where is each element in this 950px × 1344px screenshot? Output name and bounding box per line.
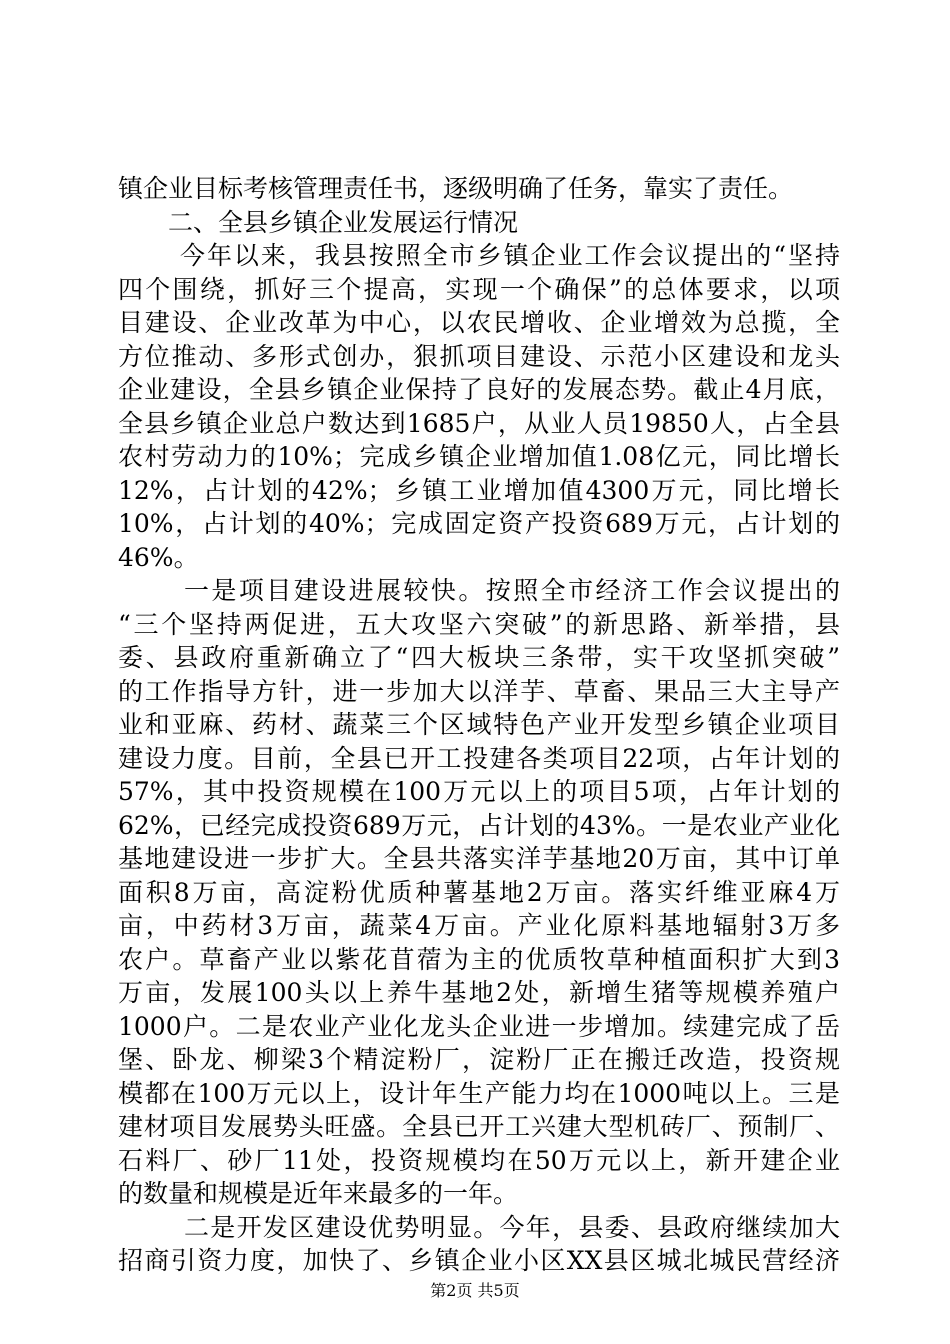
text-line: 农村劳动力的10%；完成乡镇企业增加值1.08亿元，同比增长 [118,442,840,471]
text-line: 石料厂、砂厂11处，投资规模均在50万元以上，新开建企业 [118,1145,840,1175]
text-line: 模都在100万元以上，设计年生产能力均在1000吨以上。三是 [118,1078,840,1108]
text-line: 企业建设，全县乡镇企业保持了良好的发展态势。截止4月底， [118,375,840,404]
text-line: 二、全县乡镇企业发展运行情况 [168,207,519,237]
text-line: 建材项目发展势头旺盛。全县已开工兴建大型机砖厂、预制厂、 [118,1112,840,1141]
text-line: 一是项目建设进展较快。按照全市经济工作会议提出的 [184,576,840,605]
text-line: 目建设、企业改革为中心，以农民增收、企业增效为总揽，全 [118,308,840,337]
text-line: 农户。草畜产业以紫花苜蓿为主的优质牧草种植面积扩大到3 [118,944,840,974]
body-text [118,172,840,1278]
text-line: 招商引资力度，加快了、乡镇企业小区XX县区城北城民营经济 [118,1246,840,1275]
text-line: 57%，其中投资规模在100万元以上的项目5项，占年计划的 [118,777,840,806]
text-line: 的数量和规模是近年来最多的一年。 [118,1179,519,1208]
text-line: 62%，已经完成投资689万元，占计划的43%。一是农业产业化 [118,810,840,840]
text-line: 46%。 [118,542,199,572]
text-line: 12%，占计划的42%；乡镇工业增加值4300万元，同比增长 [118,475,840,505]
text-line: 二是开发区建设优势明显。今年，县委、县政府继续加大 [184,1212,840,1242]
text-line: 委、县政府重新确立了“四大板块三条带，实干攻坚抓突破” [118,643,840,672]
page-footer: 第2页 共5页 [430,1281,520,1300]
text-line: 全县乡镇企业总户数达到1685户，从业人员19850人，占全县 [118,408,840,438]
text-line: 堡、卧龙、柳梁3个精淀粉厂，淀粉厂正在搬迁改造，投资规 [118,1045,840,1074]
text-line: 10%，占计划的40%；完成固定资产投资689万元，占计划的 [118,509,840,538]
text-line: 1000户。二是农业产业化龙头企业进一步增加。续建完成了岳 [118,1011,840,1041]
text-line: 基地建设进一步扩大。全县共落实洋芋基地20万亩，其中订单 [118,844,840,873]
text-line: 建设力度。目前，全县已开工投建各类项目22项，占年计划的 [118,743,840,773]
text-line: 万亩，发展100头以上养牛基地2处，新增生猪等规模养殖户 [118,978,840,1007]
text-line: 亩，中药材3万亩，蔬菜4万亩。产业化原料基地辐射3万多 [118,911,840,940]
text-line: 面积8万亩，高淀粉优质种薯基地2万亩。落实纤维亚麻4万 [118,877,840,907]
text-line: 业和亚麻、药材、蔬菜三个区域特色产业开发型乡镇企业项目 [118,710,840,739]
text-line: 方位推动、多形式创办，狠抓项目建设、示范小区建设和龙头 [118,341,840,371]
text-line: 镇企业目标考核管理责任书，逐级明确了任务，靠实了责任。 [118,174,794,203]
text-line: “三个坚持两促进，五大攻坚六突破”的新思路、新举措，县 [118,609,840,639]
text-line: 的工作指导方针，进一步加大以洋芋、草畜、果品三大主导产 [118,676,840,706]
text-line: 今年以来，我县按照全市乡镇企业工作会议提出的“坚持 [180,241,840,270]
text-line: 四个围绕，抓好三个提高，实现一个确保”的总体要求，以项 [118,274,840,304]
